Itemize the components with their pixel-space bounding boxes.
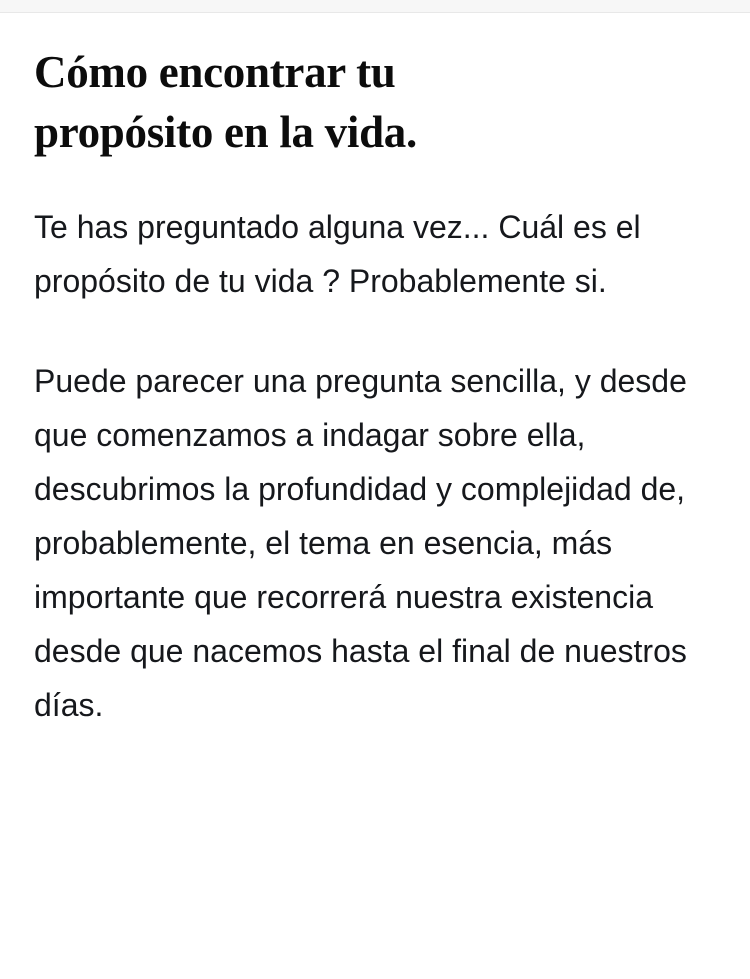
paragraph: Te has preguntado alguna vez... Cuál es el propósito de tu vida ? Probablemente si. <box>34 209 641 299</box>
article-body <box>0 12 750 732</box>
bottom-edge <box>0 965 750 979</box>
paragraph: Puede parecer una pregunta sencilla, y desde que comenzamos a indagar sobre ella, descubrimos la profundidad y complejidad de, probablemente, el tema en esencia, más importante que recorrerá nuestra existencia desde que nacemos hasta el final de nuestros días. <box>34 363 687 723</box>
page-title: Cómo encontrar tu propósito en la vida. <box>34 47 417 157</box>
